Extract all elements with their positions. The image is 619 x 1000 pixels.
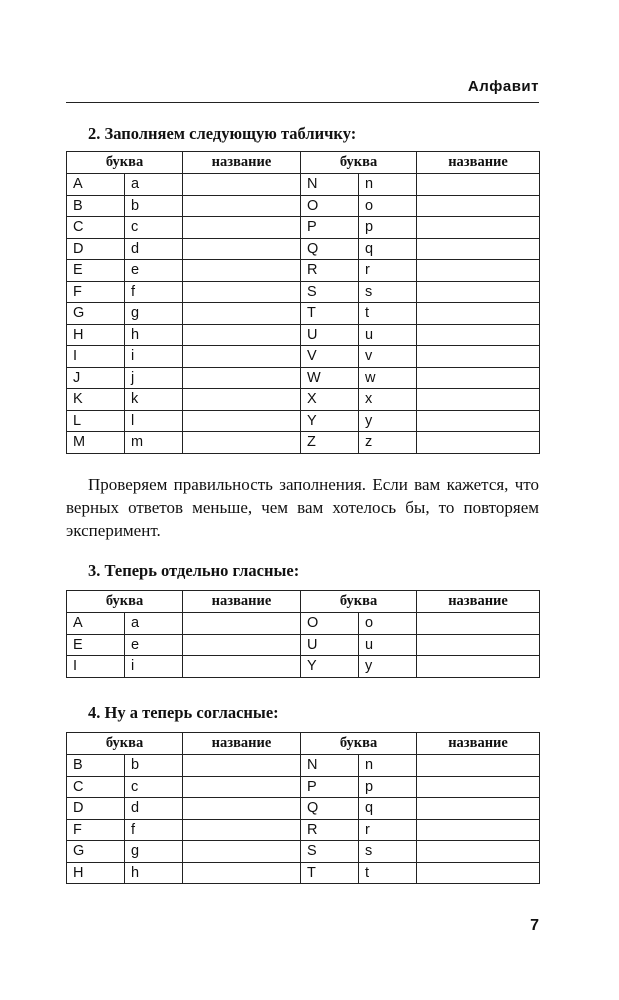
- name-cell[interactable]: [183, 346, 301, 368]
- lower-letter-cell: m: [125, 432, 183, 454]
- lower-letter-cell: d: [125, 798, 183, 820]
- table-row: [67, 634, 540, 656]
- upper-letter-cell: S: [301, 841, 359, 863]
- upper-letter-cell: T: [301, 303, 359, 325]
- lower-letter-cell: n: [359, 755, 417, 777]
- upper-letter-cell: R: [301, 819, 359, 841]
- lower-letter-cell: p: [359, 776, 417, 798]
- name-cell[interactable]: [417, 819, 540, 841]
- table-row: [67, 389, 540, 411]
- lower-letter-cell: q: [359, 798, 417, 820]
- name-cell[interactable]: [417, 260, 540, 282]
- table-row: [67, 862, 540, 884]
- upper-letter-cell: R: [301, 260, 359, 282]
- lower-letter-cell: q: [359, 238, 417, 260]
- lower-letter-cell: u: [359, 634, 417, 656]
- table-row: [67, 755, 540, 777]
- lower-letter-cell: y: [359, 656, 417, 678]
- section-4-heading: 4. Ну а теперь согласные:: [88, 703, 279, 722]
- table-row: [67, 260, 540, 282]
- name-cell[interactable]: [417, 432, 540, 454]
- upper-letter-cell: H: [67, 862, 125, 884]
- upper-letter-cell: A: [67, 613, 125, 635]
- table-row: [67, 776, 540, 798]
- upper-letter-cell: U: [301, 324, 359, 346]
- name-cell[interactable]: [183, 367, 301, 389]
- upper-letter-cell: E: [67, 260, 125, 282]
- table-row: [67, 238, 540, 260]
- name-cell[interactable]: [417, 217, 540, 239]
- lower-letter-cell: h: [125, 324, 183, 346]
- name-cell[interactable]: [183, 303, 301, 325]
- name-cell[interactable]: [183, 281, 301, 303]
- name-cell[interactable]: [183, 776, 301, 798]
- name-cell[interactable]: [183, 656, 301, 678]
- table-header-row: [67, 152, 540, 174]
- name-cell[interactable]: [183, 410, 301, 432]
- table-row: [67, 819, 540, 841]
- name-cell[interactable]: [417, 798, 540, 820]
- column-header-letter: буква: [301, 152, 417, 174]
- upper-letter-cell: G: [67, 841, 125, 863]
- table-row: [67, 841, 540, 863]
- table-row: [67, 174, 540, 196]
- name-cell[interactable]: [417, 346, 540, 368]
- table-row: [67, 432, 540, 454]
- name-cell[interactable]: [183, 862, 301, 884]
- column-header-name: название: [417, 152, 540, 174]
- upper-letter-cell: N: [301, 755, 359, 777]
- name-cell[interactable]: [417, 238, 540, 260]
- lower-letter-cell: i: [125, 656, 183, 678]
- upper-letter-cell: Y: [301, 410, 359, 432]
- column-header-letter: буква: [67, 591, 183, 613]
- column-header-name: название: [183, 591, 301, 613]
- upper-letter-cell: X: [301, 389, 359, 411]
- lower-letter-cell: j: [125, 367, 183, 389]
- vowels-table: [66, 590, 540, 678]
- lower-letter-cell: v: [359, 346, 417, 368]
- upper-letter-cell: W: [301, 367, 359, 389]
- lower-letter-cell: x: [359, 389, 417, 411]
- lower-letter-cell: t: [359, 862, 417, 884]
- table-row: [67, 303, 540, 325]
- lower-letter-cell: f: [125, 819, 183, 841]
- column-header-letter: буква: [67, 152, 183, 174]
- lower-letter-cell: h: [125, 862, 183, 884]
- lower-letter-cell: u: [359, 324, 417, 346]
- name-cell[interactable]: [183, 841, 301, 863]
- upper-letter-cell: L: [67, 410, 125, 432]
- name-cell[interactable]: [417, 367, 540, 389]
- name-cell[interactable]: [183, 634, 301, 656]
- name-cell[interactable]: [417, 281, 540, 303]
- instruction-paragraph: Проверяем правильность заполнения. Если вам кажется, что верных ответов меньше, чем вам хотелось бы, то повторяем эксперимент.: [66, 475, 539, 540]
- table-row: [67, 798, 540, 820]
- lower-letter-cell: o: [359, 195, 417, 217]
- section-2-heading: 2. Заполняем следующую табличку:: [88, 124, 357, 143]
- name-cell[interactable]: [183, 217, 301, 239]
- upper-letter-cell: A: [67, 174, 125, 196]
- name-cell[interactable]: [183, 613, 301, 635]
- lower-letter-cell: t: [359, 303, 417, 325]
- lower-letter-cell: g: [125, 303, 183, 325]
- column-header-letter: буква: [301, 733, 417, 755]
- table-row: [67, 217, 540, 239]
- lower-letter-cell: e: [125, 634, 183, 656]
- lower-letter-cell: o: [359, 613, 417, 635]
- name-cell[interactable]: [183, 174, 301, 196]
- upper-letter-cell: H: [67, 324, 125, 346]
- upper-letter-cell: S: [301, 281, 359, 303]
- header-title: Алфавит: [467, 78, 539, 95]
- table-header-row: [67, 733, 540, 755]
- upper-letter-cell: E: [67, 634, 125, 656]
- table-row: [67, 656, 540, 678]
- lower-letter-cell: b: [125, 755, 183, 777]
- lower-letter-cell: a: [125, 613, 183, 635]
- lower-letter-cell: b: [125, 195, 183, 217]
- column-header-name: название: [183, 733, 301, 755]
- name-cell[interactable]: [417, 634, 540, 656]
- name-cell[interactable]: [417, 174, 540, 196]
- name-cell[interactable]: [417, 656, 540, 678]
- upper-letter-cell: C: [67, 776, 125, 798]
- column-header-name: название: [417, 591, 540, 613]
- name-cell[interactable]: [417, 613, 540, 635]
- table-row: [67, 195, 540, 217]
- column-header-name: название: [183, 152, 301, 174]
- table-row: [67, 613, 540, 635]
- table-row: [67, 367, 540, 389]
- lower-letter-cell: c: [125, 776, 183, 798]
- upper-letter-cell: D: [67, 798, 125, 820]
- upper-letter-cell: J: [67, 367, 125, 389]
- upper-letter-cell: D: [67, 238, 125, 260]
- table-row: [67, 324, 540, 346]
- name-cell[interactable]: [417, 303, 540, 325]
- upper-letter-cell: T: [301, 862, 359, 884]
- name-cell[interactable]: [417, 389, 540, 411]
- lower-letter-cell: r: [359, 819, 417, 841]
- upper-letter-cell: N: [301, 174, 359, 196]
- column-header-name: название: [417, 733, 540, 755]
- lower-letter-cell: l: [125, 410, 183, 432]
- name-cell[interactable]: [417, 755, 540, 777]
- lower-letter-cell: p: [359, 217, 417, 239]
- running-header: [66, 78, 539, 103]
- upper-letter-cell: O: [301, 613, 359, 635]
- name-cell[interactable]: [183, 238, 301, 260]
- upper-letter-cell: I: [67, 656, 125, 678]
- upper-letter-cell: U: [301, 634, 359, 656]
- upper-letter-cell: K: [67, 389, 125, 411]
- lower-letter-cell: z: [359, 432, 417, 454]
- page-number: 7: [530, 917, 539, 934]
- lower-letter-cell: a: [125, 174, 183, 196]
- upper-letter-cell: V: [301, 346, 359, 368]
- upper-letter-cell: M: [67, 432, 125, 454]
- alphabet-table: [66, 151, 540, 454]
- name-cell[interactable]: [183, 389, 301, 411]
- lower-letter-cell: s: [359, 841, 417, 863]
- lower-letter-cell: e: [125, 260, 183, 282]
- upper-letter-cell: P: [301, 776, 359, 798]
- name-cell[interactable]: [417, 195, 540, 217]
- lower-letter-cell: w: [359, 367, 417, 389]
- table-header-row: [67, 591, 540, 613]
- lower-letter-cell: f: [125, 281, 183, 303]
- lower-letter-cell: s: [359, 281, 417, 303]
- name-cell[interactable]: [417, 776, 540, 798]
- upper-letter-cell: F: [67, 281, 125, 303]
- name-cell[interactable]: [417, 862, 540, 884]
- table-row: [67, 281, 540, 303]
- name-cell[interactable]: [183, 195, 301, 217]
- upper-letter-cell: G: [67, 303, 125, 325]
- lower-letter-cell: g: [125, 841, 183, 863]
- upper-letter-cell: Y: [301, 656, 359, 678]
- lower-letter-cell: c: [125, 217, 183, 239]
- upper-letter-cell: I: [67, 346, 125, 368]
- lower-letter-cell: d: [125, 238, 183, 260]
- name-cell[interactable]: [417, 841, 540, 863]
- upper-letter-cell: Q: [301, 238, 359, 260]
- lower-letter-cell: k: [125, 389, 183, 411]
- consonants-table: [66, 732, 540, 884]
- upper-letter-cell: Z: [301, 432, 359, 454]
- upper-letter-cell: B: [67, 755, 125, 777]
- name-cell[interactable]: [417, 324, 540, 346]
- lower-letter-cell: r: [359, 260, 417, 282]
- upper-letter-cell: P: [301, 217, 359, 239]
- column-header-letter: буква: [301, 591, 417, 613]
- column-header-letter: буква: [67, 733, 183, 755]
- upper-letter-cell: F: [67, 819, 125, 841]
- lower-letter-cell: n: [359, 174, 417, 196]
- upper-letter-cell: Q: [301, 798, 359, 820]
- name-cell[interactable]: [417, 410, 540, 432]
- name-cell[interactable]: [183, 755, 301, 777]
- name-cell[interactable]: [183, 324, 301, 346]
- upper-letter-cell: B: [67, 195, 125, 217]
- section-3-heading: 3. Теперь отдельно гласные:: [88, 561, 300, 580]
- upper-letter-cell: C: [67, 217, 125, 239]
- name-cell[interactable]: [183, 819, 301, 841]
- name-cell[interactable]: [183, 260, 301, 282]
- table-row: [67, 346, 540, 368]
- table-row: [67, 410, 540, 432]
- upper-letter-cell: O: [301, 195, 359, 217]
- lower-letter-cell: y: [359, 410, 417, 432]
- lower-letter-cell: i: [125, 346, 183, 368]
- name-cell[interactable]: [183, 798, 301, 820]
- name-cell[interactable]: [183, 432, 301, 454]
